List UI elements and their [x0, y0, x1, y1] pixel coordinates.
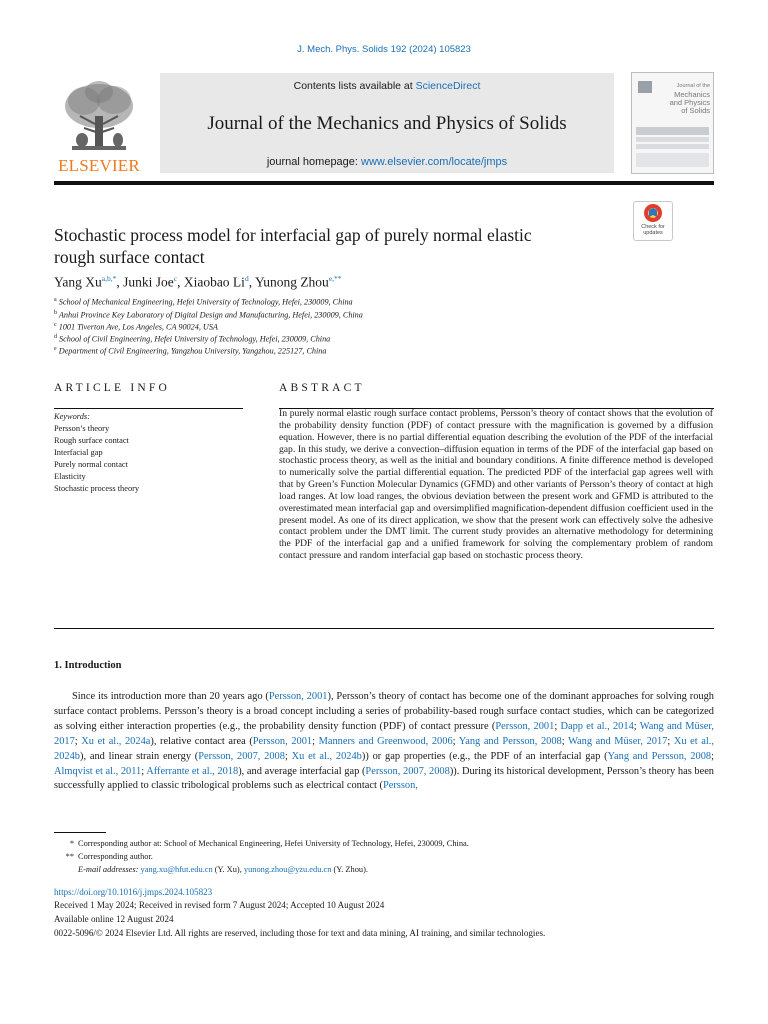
intro-text-segment: )). During its historical development, Persson’s theory has been successfully applied to classic tribological problems such as electrical contact (	[54, 765, 714, 792]
paper-title	[54, 224, 614, 268]
doi-link[interactable]: https://doi.org/10.1016/j.jmps.2024.105823	[54, 887, 213, 897]
homepage-link[interactable]: www.elsevier.com/locate/jmps	[361, 156, 508, 168]
email-label: E-mail addresses:	[78, 865, 139, 874]
keyword: Persson’s theory	[54, 424, 110, 433]
cover-title-line1: Journal of the	[676, 83, 710, 89]
citation-link[interactable]: Persson, 2007, 2008	[365, 765, 450, 777]
citation-link[interactable]: Afferrante et al., 2018	[146, 765, 239, 777]
affiliation-text: 1001 Tiverton Ave, Los Angeles, CA 90024, USA	[58, 322, 218, 332]
author-affil-link[interactable]: c	[173, 274, 178, 283]
keywords-label: Keywords:	[54, 412, 90, 421]
article-info-heading: ARTICLE INFO	[54, 382, 170, 394]
footnote-rule	[54, 832, 106, 833]
citation-link[interactable]: Persson, 2001	[495, 720, 555, 732]
email-link-zhou[interactable]: yunong.zhou@yzu.edu.cn	[243, 865, 332, 874]
footnote-emails	[54, 864, 714, 875]
citation-link[interactable]: Yang and Persson, 2008	[458, 735, 562, 747]
affiliation	[54, 334, 654, 344]
affiliation-mark: b	[54, 310, 57, 316]
author-affil-link[interactable]: a,b,*	[101, 274, 117, 283]
cover-title-line2: Mechanics	[674, 90, 710, 99]
footnote-text: Corresponding author.	[78, 852, 153, 861]
intro-text-segment: ), Persson’s theory of contact has become one of the dominant approaches for solving rough surface contact problems. Persson’s theory is a broad concept including a series of probability-based rough surface contact studies, which can be categorized as solving either interaction properties (e.g., the probability density function (PDF) of contact pressure (	[54, 691, 714, 732]
author-separator: ,	[248, 274, 255, 290]
intro-text-segment: )) or gap properties (e.g., the PDF of an interfacial gap (	[361, 750, 608, 762]
intro-text-segment: ;	[452, 735, 459, 747]
email-suffix: (Y. Zhou).	[331, 865, 368, 874]
intro-text-segment: ;	[312, 735, 319, 747]
abstract-text: In purely normal elastic rough surface contact problems, Persson’s theory of contact shows that the evolution of the probability density function (PDF) of contact pressure with the magnification is governed by a diffusion equation. However, there is no partial differential equation describing the evolution of the PDF of the interfacial gap. In this study, we derive a convection–diffusion equation in terms of the PDF of the interfacial gap based on stochastic process theory, as well as the initial and boundary conditions. A finite difference method is developed to numerically solve the partial differential equation. The predicted PDF of the interfacial gap agrees well with that by Green’s Function Molecular Dynamics (GFMD) and other variants of Persson’s theory of contact at high load ranges. At low load ranges, the obvious deviation between the present work and GFMD is attributed to the overestimated mean interfacial gap and oversimplified magnification-dependent diffusion coefficient used in the present model. As one of its direct application, we show that the present work can effectively solve the adhesive contact problem under the DMT limit. The current study provides an alternative methodology for determining the PDF of the interfacial gap and a unified framework for solving the complementary problem of random contact pressure and random interfacial gap based on stochastic process theory.	[279, 408, 713, 562]
citation-link[interactable]: Persson, 2007, 2008	[198, 750, 285, 762]
citation-link[interactable]: Persson, 2001	[268, 691, 328, 702]
footnote-mark: **	[65, 852, 74, 861]
author-affil-link[interactable]: e,**	[328, 274, 342, 283]
citation-link[interactable]: Dapp et al., 2014	[560, 720, 634, 732]
citation-link[interactable]: Wang and Müser, 2017	[54, 720, 714, 747]
front-matter-rule	[54, 628, 714, 629]
author-affil-link[interactable]: d	[244, 274, 249, 283]
affiliation-mark: e	[54, 346, 57, 352]
author-name: Yunong Zhou	[254, 274, 329, 290]
title-line1: Stochastic process model for interfacial gap of purely normal elastic	[54, 225, 532, 245]
badge-line1: Check for	[641, 224, 665, 230]
copyright-line: 0022-5096/© 2024 Elsevier Ltd. All rights are reserved, including those for text and data mining, AI training, and similar technologies.	[54, 928, 546, 938]
journal-cover-thumbnail[interactable]	[631, 72, 714, 174]
bookmark-icon	[634, 202, 672, 224]
intro-paragraph	[54, 690, 714, 794]
affiliation-text: Department of Civil Engineering, Yangzhou University, Yangzhou, 225127, China	[58, 346, 327, 356]
citation-link[interactable]: Xu et al., 2024b	[54, 735, 714, 762]
footnote-mark: *	[69, 839, 74, 848]
affiliation-mark: a	[54, 297, 57, 303]
email-link-xu[interactable]: yang.xu@hfut.edu.cn	[140, 865, 213, 874]
intro-text-segment: ), relative contact area (	[150, 735, 253, 747]
check-for-updates-label	[633, 224, 673, 236]
cover-art-icon	[632, 73, 713, 173]
keywords-block	[54, 411, 244, 495]
intro-text-segment: ;	[667, 735, 674, 747]
intro-text-segment: ), and linear strain energy (	[79, 750, 199, 762]
citation-link[interactable]: Almqvist et al., 2011	[54, 765, 142, 777]
author-separator: ,	[116, 274, 124, 290]
keyword: Interfacial gap	[54, 448, 103, 457]
citation-link[interactable]: Xu et al., 2024a	[81, 735, 151, 747]
author-list	[54, 274, 654, 291]
citation-link[interactable]: Persson,	[382, 780, 418, 792]
homepage-prefix: journal homepage:	[266, 156, 362, 168]
section-heading-introduction: 1. Introduction	[54, 660, 122, 671]
received-dates: Received 1 May 2024; Received in revised form 7 August 2024; Accepted 10 August 2024	[54, 900, 385, 910]
masthead-rule	[54, 181, 714, 185]
keyword: Elasticity	[54, 472, 86, 481]
available-online: Available online 12 August 2024	[54, 914, 174, 924]
author-name: Junki Joe	[123, 274, 174, 290]
affiliation	[54, 297, 654, 307]
affiliation-text: School of Mechanical Engineering, Hefei University of Technology, Hefei, 230009, China	[58, 297, 353, 307]
title-line2: rough surface contact	[54, 247, 205, 267]
affiliation-mark: c	[54, 322, 57, 328]
author-separator: ,	[177, 274, 184, 290]
intro-text-segment: ;	[284, 750, 292, 762]
keyword: Stochastic process theory	[54, 484, 140, 493]
intro-text	[54, 691, 714, 791]
footnote-corresponding-1	[54, 838, 714, 849]
citation-link[interactable]: Xu et al., 2024b	[291, 750, 362, 762]
affiliation-mark: d	[54, 334, 57, 340]
affiliation-text: Anhui Province Key Laboratory of Digital Design and Manufacturing, Hefei, 230009, China	[58, 310, 363, 320]
affiliation-text: School of Civil Engineering, Hefei University of Technology, Hefei, 230009, China	[59, 334, 331, 344]
intro-text-segment: ;	[711, 750, 714, 762]
journal-reference[interactable]: J. Mech. Phys. Solids 192 (2024) 105823	[297, 44, 471, 55]
footnote-text: Corresponding author at: School of Mechanical Engineering, Hefei University of Technology, Hefei, 230009, China.	[78, 839, 469, 848]
affiliation	[54, 310, 654, 320]
intro-text-segment: ;	[74, 735, 82, 747]
citation-link[interactable]: Manners and Greenwood, 2006	[318, 735, 453, 747]
footnote-corresponding-2	[54, 851, 714, 862]
contents-prefix: Contents lists available at	[293, 80, 416, 92]
elsevier-wordmark: ELSEVIER	[58, 156, 140, 175]
affiliation	[54, 346, 654, 356]
abstract-heading: ABSTRACT	[279, 382, 365, 394]
author-name: Yang Xu	[54, 274, 102, 290]
intro-text-segment: ;	[141, 765, 147, 777]
cover-title-line4: of Solids	[681, 106, 710, 115]
citation-link[interactable]: Wang and Müser, 2017	[568, 735, 668, 747]
badge-line2: updates	[643, 230, 663, 236]
intro-text-segment: ), and average interfacial gap (	[238, 765, 366, 777]
intro-text-segment: ;	[633, 720, 640, 732]
keyword: Rough surface contact	[54, 436, 129, 445]
article-info-rule	[54, 408, 243, 409]
sciencedirect-link[interactable]: ScienceDirect	[415, 80, 481, 92]
intro-text-segment: Since its introduction more than 20 years ago (	[72, 691, 269, 702]
homepage-line	[160, 156, 614, 168]
journal-title[interactable]: Journal of the Mechanics and Physics of Solids	[207, 113, 567, 134]
citation-link[interactable]: Yang and Persson, 2008	[607, 750, 712, 762]
cover-title-line3: and Physics	[669, 98, 710, 107]
contents-line	[160, 80, 614, 92]
author-name: Xiaobao Li	[183, 274, 245, 290]
affiliation	[54, 322, 654, 332]
citation-link[interactable]: Persson, 2001	[252, 735, 313, 747]
intro-text-segment: ;	[554, 720, 561, 732]
keyword: Purely normal contact	[54, 460, 128, 469]
intro-text-segment: ;	[561, 735, 569, 747]
email-suffix: (Y. Xu),	[212, 865, 244, 874]
